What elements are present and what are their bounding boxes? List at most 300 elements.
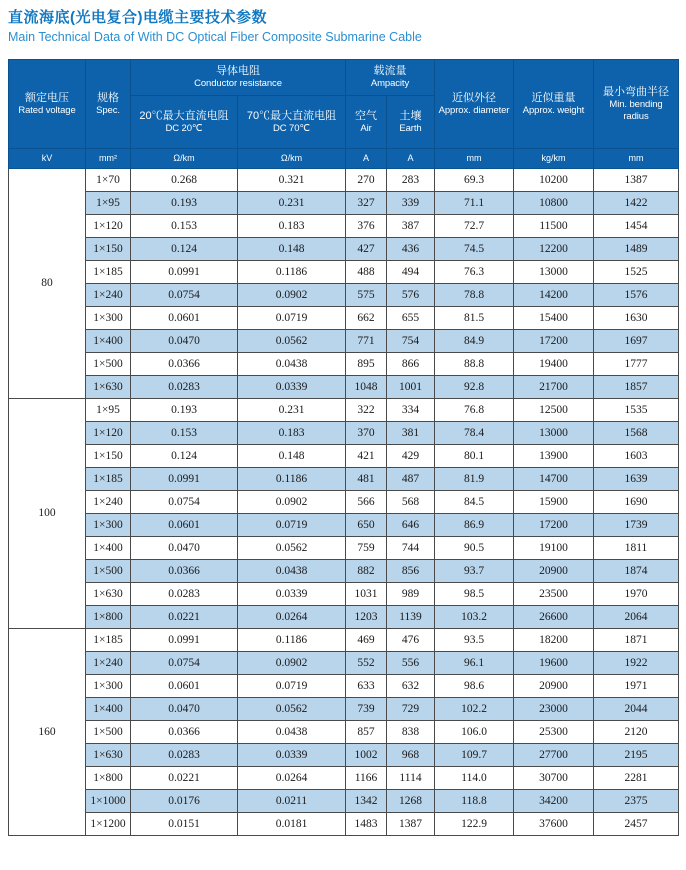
cell-air: 469: [346, 628, 387, 651]
cell-air: 481: [346, 467, 387, 490]
cell-weight: 12200: [514, 237, 594, 260]
cell-dc20: 0.0470: [131, 536, 238, 559]
table-row: [9, 812, 679, 835]
cell-bending: 2064: [594, 605, 679, 628]
cell-spec: 1×185: [86, 260, 131, 283]
cell-earth: 754: [387, 329, 435, 352]
col-weight: [514, 59, 594, 148]
cell-bending: 1697: [594, 329, 679, 352]
cell-dc20: 0.268: [131, 168, 238, 191]
cell-diameter: 69.3: [435, 168, 514, 191]
cell-bending: 1630: [594, 306, 679, 329]
cell-weight: 12500: [514, 398, 594, 421]
table-row: [9, 306, 679, 329]
cell-diameter: 78.8: [435, 283, 514, 306]
unit-spec: mm²: [86, 148, 131, 168]
cell-diameter: 109.7: [435, 743, 514, 766]
cell-dc70: 0.0211: [238, 789, 346, 812]
cell-dc20: 0.0991: [131, 260, 238, 283]
rated-voltage-cell: 160: [9, 628, 86, 835]
cell-dc70: 0.0339: [238, 743, 346, 766]
cell-weight: 26600: [514, 605, 594, 628]
cell-spec: 1×800: [86, 605, 131, 628]
cell-air: 1203: [346, 605, 387, 628]
cell-diameter: 96.1: [435, 651, 514, 674]
table-row: [9, 628, 679, 651]
cell-bending: 1603: [594, 444, 679, 467]
cell-air: 759: [346, 536, 387, 559]
col-ampacity-zh: 载流量: [373, 65, 407, 78]
cell-diameter: 102.2: [435, 697, 514, 720]
cell-weight: 30700: [514, 766, 594, 789]
unit-dc70: Ω/km: [238, 148, 346, 168]
cell-air: 552: [346, 651, 387, 674]
cell-spec: 1×400: [86, 536, 131, 559]
col-dc70: [238, 95, 346, 148]
cell-diameter: 84.9: [435, 329, 514, 352]
cell-earth: 989: [387, 582, 435, 605]
cell-weight: 14700: [514, 467, 594, 490]
cell-diameter: 81.9: [435, 467, 514, 490]
cell-weight: 19100: [514, 536, 594, 559]
cell-dc70: 0.0719: [238, 513, 346, 536]
cell-air: 739: [346, 697, 387, 720]
cell-dc20: 0.0221: [131, 605, 238, 628]
cell-weight: 17200: [514, 513, 594, 536]
cell-dc70: 0.0438: [238, 720, 346, 743]
table-row: [9, 467, 679, 490]
cell-weight: 19400: [514, 352, 594, 375]
cell-dc20: 0.0991: [131, 628, 238, 651]
page-subtitle: Main Technical Data of With DC Optical Fiber Composite Submarine Cable: [8, 30, 422, 45]
cell-bending: 1525: [594, 260, 679, 283]
cell-dc70: 0.0902: [238, 283, 346, 306]
cell-earth: 744: [387, 536, 435, 559]
cell-weight: 18200: [514, 628, 594, 651]
cell-dc20: 0.0366: [131, 720, 238, 743]
cell-dc70: 0.183: [238, 421, 346, 444]
cell-earth: 1114: [387, 766, 435, 789]
cell-dc70: 0.183: [238, 214, 346, 237]
cell-earth: 655: [387, 306, 435, 329]
col-spec-en: Spec.: [96, 104, 120, 116]
cell-weight: 10200: [514, 168, 594, 191]
cell-bending: 2195: [594, 743, 679, 766]
cell-dc20: 0.0470: [131, 697, 238, 720]
col-conductor-resistance-zh: 导体电阻: [216, 65, 260, 78]
cell-dc70: 0.321: [238, 168, 346, 191]
cell-air: 650: [346, 513, 387, 536]
cell-earth: 436: [387, 237, 435, 260]
cell-air: 575: [346, 283, 387, 306]
cell-air: 427: [346, 237, 387, 260]
table-header: [9, 59, 679, 168]
cell-bending: 2375: [594, 789, 679, 812]
table-body: [9, 168, 679, 835]
cell-dc20: 0.153: [131, 214, 238, 237]
header-row-groups: [9, 59, 679, 95]
cell-dc70: 0.148: [238, 444, 346, 467]
unit-air: A: [346, 148, 387, 168]
cell-dc70: 0.231: [238, 398, 346, 421]
cell-bending: 1422: [594, 191, 679, 214]
cell-air: 327: [346, 191, 387, 214]
cell-spec: 1×120: [86, 214, 131, 237]
table-row: [9, 490, 679, 513]
cell-air: 1002: [346, 743, 387, 766]
cell-diameter: 76.3: [435, 260, 514, 283]
cell-dc70: 0.1186: [238, 260, 346, 283]
col-conductor-resistance-en: Conductor resistance: [194, 78, 282, 90]
cell-air: 322: [346, 398, 387, 421]
cell-diameter: 84.5: [435, 490, 514, 513]
table-row: [9, 168, 679, 191]
cell-bending: 1535: [594, 398, 679, 421]
cell-weight: 13900: [514, 444, 594, 467]
cell-bending: 1739: [594, 513, 679, 536]
rated-voltage-cell: 100: [9, 398, 86, 628]
table-row: [9, 444, 679, 467]
cell-diameter: 76.8: [435, 398, 514, 421]
cell-diameter: 74.5: [435, 237, 514, 260]
cell-diameter: 122.9: [435, 812, 514, 835]
col-spec: [86, 59, 131, 148]
cell-air: 771: [346, 329, 387, 352]
cell-earth: 729: [387, 697, 435, 720]
cell-air: 1166: [346, 766, 387, 789]
cell-weight: 23500: [514, 582, 594, 605]
cell-weight: 34200: [514, 789, 594, 812]
cell-bending: 2457: [594, 812, 679, 835]
cell-dc70: 0.1186: [238, 467, 346, 490]
cell-spec: 1×185: [86, 467, 131, 490]
cell-spec: 1×150: [86, 237, 131, 260]
cell-earth: 476: [387, 628, 435, 651]
table-row: [9, 398, 679, 421]
cell-spec: 1×300: [86, 674, 131, 697]
cell-diameter: 93.5: [435, 628, 514, 651]
table-row: [9, 674, 679, 697]
cell-dc20: 0.193: [131, 191, 238, 214]
cell-diameter: 80.1: [435, 444, 514, 467]
cell-weight: 15900: [514, 490, 594, 513]
cell-dc20: 0.0283: [131, 743, 238, 766]
cell-bending: 2120: [594, 720, 679, 743]
cell-earth: 381: [387, 421, 435, 444]
unit-earth: A: [387, 148, 435, 168]
cell-bending: 2281: [594, 766, 679, 789]
unit-bending: mm: [594, 148, 679, 168]
cell-dc70: 0.0562: [238, 329, 346, 352]
cell-dc20: 0.0366: [131, 352, 238, 375]
cell-bending: 1857: [594, 375, 679, 398]
cell-spec: 1×240: [86, 651, 131, 674]
cell-spec: 1×500: [86, 559, 131, 582]
cell-bending: 1576: [594, 283, 679, 306]
cell-spec: 1×800: [86, 766, 131, 789]
col-earth: [387, 95, 435, 148]
cell-bending: 1489: [594, 237, 679, 260]
table-row: [9, 582, 679, 605]
cell-dc70: 0.0902: [238, 490, 346, 513]
table-row: [9, 559, 679, 582]
cell-diameter: 98.5: [435, 582, 514, 605]
cell-diameter: 72.7: [435, 214, 514, 237]
cell-earth: 1139: [387, 605, 435, 628]
cell-spec: 1×150: [86, 444, 131, 467]
cell-dc20: 0.0283: [131, 375, 238, 398]
page-title: 直流海底(光电复合)电缆主要技术参数: [8, 9, 267, 26]
col-air-en: Air: [360, 122, 372, 134]
cell-air: 882: [346, 559, 387, 582]
cell-bending: 1970: [594, 582, 679, 605]
cell-air: 662: [346, 306, 387, 329]
cell-weight: 20900: [514, 674, 594, 697]
col-earth-en: Earth: [399, 122, 422, 134]
cell-diameter: 98.6: [435, 674, 514, 697]
cell-weight: 19600: [514, 651, 594, 674]
cell-spec: 1×185: [86, 628, 131, 651]
cell-dc70: 0.0339: [238, 582, 346, 605]
cell-diameter: 92.8: [435, 375, 514, 398]
cell-spec: 1×1200: [86, 812, 131, 835]
cell-earth: 1001: [387, 375, 435, 398]
cell-dc70: 0.0264: [238, 605, 346, 628]
cell-weight: 21700: [514, 375, 594, 398]
cell-dc20: 0.0366: [131, 559, 238, 582]
cell-dc20: 0.0601: [131, 306, 238, 329]
cell-earth: 1268: [387, 789, 435, 812]
col-bending-en: Min. bending radius: [609, 99, 663, 122]
unit-weight: kg/km: [514, 148, 594, 168]
cell-spec: 1×300: [86, 513, 131, 536]
col-rated-voltage: [9, 59, 86, 148]
cell-dc20: 0.193: [131, 398, 238, 421]
cell-dc70: 0.0719: [238, 674, 346, 697]
cell-spec: 1×630: [86, 743, 131, 766]
cell-dc70: 0.1186: [238, 628, 346, 651]
col-diameter-zh: 近似外径: [452, 91, 496, 104]
cell-diameter: 81.5: [435, 306, 514, 329]
cell-earth: 334: [387, 398, 435, 421]
cell-dc70: 0.0181: [238, 812, 346, 835]
cell-bending: 2044: [594, 697, 679, 720]
cell-spec: 1×500: [86, 720, 131, 743]
cell-dc70: 0.0438: [238, 352, 346, 375]
col-earth-zh: 土壤: [399, 109, 422, 122]
cell-spec: 1×400: [86, 329, 131, 352]
rated-voltage-cell: 80: [9, 168, 86, 398]
cell-spec: 1×240: [86, 490, 131, 513]
cell-weight: 13000: [514, 421, 594, 444]
col-dc20: [131, 95, 238, 148]
cell-bending: 1777: [594, 352, 679, 375]
table-row: [9, 720, 679, 743]
cell-weight: 13000: [514, 260, 594, 283]
cell-dc70: 0.0264: [238, 766, 346, 789]
table-row: [9, 352, 679, 375]
col-diameter-en: Approx. diameter: [438, 104, 510, 116]
cell-diameter: 88.8: [435, 352, 514, 375]
cell-dc20: 0.0754: [131, 651, 238, 674]
table-row: [9, 697, 679, 720]
cell-earth: 556: [387, 651, 435, 674]
cell-air: 566: [346, 490, 387, 513]
unit-dc20: Ω/km: [131, 148, 238, 168]
table-row: [9, 651, 679, 674]
col-weight-en: Approx. weight: [522, 104, 585, 116]
cell-air: 1342: [346, 789, 387, 812]
cell-dc20: 0.0176: [131, 789, 238, 812]
cell-earth: 494: [387, 260, 435, 283]
table-row: [9, 260, 679, 283]
cell-spec: 1×70: [86, 168, 131, 191]
cell-diameter: 118.8: [435, 789, 514, 812]
cell-weight: 23000: [514, 697, 594, 720]
cell-weight: 37600: [514, 812, 594, 835]
cell-spec: 1×300: [86, 306, 131, 329]
table-row: [9, 191, 679, 214]
col-spec-zh: 规格: [97, 91, 119, 104]
cell-earth: 283: [387, 168, 435, 191]
table-row: [9, 743, 679, 766]
cell-dc20: 0.0470: [131, 329, 238, 352]
col-group-ampacity: [346, 59, 435, 95]
cell-spec: 1×500: [86, 352, 131, 375]
cell-diameter: 93.7: [435, 559, 514, 582]
cell-bending: 1811: [594, 536, 679, 559]
table-row: [9, 421, 679, 444]
col-bending-zh: 最小弯曲半径: [603, 85, 669, 98]
table-row: [9, 375, 679, 398]
cell-dc20: 0.153: [131, 421, 238, 444]
cell-spec: 1×400: [86, 697, 131, 720]
cell-earth: 339: [387, 191, 435, 214]
cell-air: 376: [346, 214, 387, 237]
cell-air: 421: [346, 444, 387, 467]
col-air: [346, 95, 387, 148]
cell-earth: 387: [387, 214, 435, 237]
cell-earth: 1387: [387, 812, 435, 835]
col-rated-voltage-zh: 额定电压: [25, 91, 69, 104]
cell-weight: 15400: [514, 306, 594, 329]
col-diameter: [435, 59, 514, 148]
col-dc70-zh: 70℃最大直流电阻: [246, 109, 337, 122]
cell-earth: 568: [387, 490, 435, 513]
cell-bending: 1922: [594, 651, 679, 674]
table-row: [9, 283, 679, 306]
cell-bending: 1387: [594, 168, 679, 191]
cell-dc20: 0.124: [131, 444, 238, 467]
table-row: [9, 605, 679, 628]
cell-spec: 1×630: [86, 375, 131, 398]
col-ampacity-en: Ampacity: [370, 78, 410, 90]
col-rated-voltage-en: Rated voltage: [18, 104, 76, 116]
table-row: [9, 789, 679, 812]
cell-diameter: 103.2: [435, 605, 514, 628]
cell-earth: 866: [387, 352, 435, 375]
cell-bending: 1874: [594, 559, 679, 582]
cell-diameter: 86.9: [435, 513, 514, 536]
cell-dc20: 0.0283: [131, 582, 238, 605]
cell-bending: 1568: [594, 421, 679, 444]
cell-weight: 14200: [514, 283, 594, 306]
col-bending: [594, 59, 679, 148]
cell-dc20: 0.0754: [131, 490, 238, 513]
cell-air: 1483: [346, 812, 387, 835]
unit-rated-voltage: kV: [9, 148, 86, 168]
cell-dc70: 0.0562: [238, 536, 346, 559]
cell-bending: 1971: [594, 674, 679, 697]
cell-dc70: 0.0902: [238, 651, 346, 674]
cell-dc20: 0.0991: [131, 467, 238, 490]
cell-air: 370: [346, 421, 387, 444]
col-group-conductor-resistance: [131, 59, 346, 95]
cell-weight: 11500: [514, 214, 594, 237]
cell-earth: 429: [387, 444, 435, 467]
cell-spec: 1×95: [86, 398, 131, 421]
cell-bending: 1871: [594, 628, 679, 651]
col-dc20-en: DC 20℃: [165, 122, 203, 134]
cell-weight: 17200: [514, 329, 594, 352]
cell-dc20: 0.0754: [131, 283, 238, 306]
cell-weight: 27700: [514, 743, 594, 766]
cell-earth: 576: [387, 283, 435, 306]
cell-air: 895: [346, 352, 387, 375]
col-air-zh: 空气: [355, 109, 377, 122]
col-weight-zh: 近似重量: [531, 91, 576, 104]
table-row: [9, 766, 679, 789]
table-row: [9, 536, 679, 559]
cell-air: 1048: [346, 375, 387, 398]
table-row: [9, 513, 679, 536]
cell-air: 270: [346, 168, 387, 191]
cell-dc20: 0.0221: [131, 766, 238, 789]
col-dc70-en: DC 70℃: [273, 122, 310, 134]
cell-dc70: 0.0438: [238, 559, 346, 582]
cell-dc70: 0.0339: [238, 375, 346, 398]
cell-air: 488: [346, 260, 387, 283]
cell-earth: 646: [387, 513, 435, 536]
cell-diameter: 106.0: [435, 720, 514, 743]
cell-weight: 25300: [514, 720, 594, 743]
cell-diameter: 78.4: [435, 421, 514, 444]
cell-air: 633: [346, 674, 387, 697]
cell-dc70: 0.148: [238, 237, 346, 260]
table-row: [9, 237, 679, 260]
cell-earth: 968: [387, 743, 435, 766]
cell-weight: 20900: [514, 559, 594, 582]
unit-diameter: mm: [435, 148, 514, 168]
cell-spec: 1×95: [86, 191, 131, 214]
cell-dc70: 0.231: [238, 191, 346, 214]
cell-earth: 856: [387, 559, 435, 582]
cell-bending: 1639: [594, 467, 679, 490]
cell-spec: 1×630: [86, 582, 131, 605]
cell-dc70: 0.0562: [238, 697, 346, 720]
table-row: [9, 214, 679, 237]
cell-diameter: 114.0: [435, 766, 514, 789]
header-row-units: [9, 148, 679, 168]
cell-air: 857: [346, 720, 387, 743]
cell-earth: 632: [387, 674, 435, 697]
cell-dc20: 0.0601: [131, 674, 238, 697]
cell-dc20: 0.124: [131, 237, 238, 260]
cell-dc20: 0.0601: [131, 513, 238, 536]
cell-spec: 1×120: [86, 421, 131, 444]
table-row: [9, 329, 679, 352]
cell-diameter: 71.1: [435, 191, 514, 214]
